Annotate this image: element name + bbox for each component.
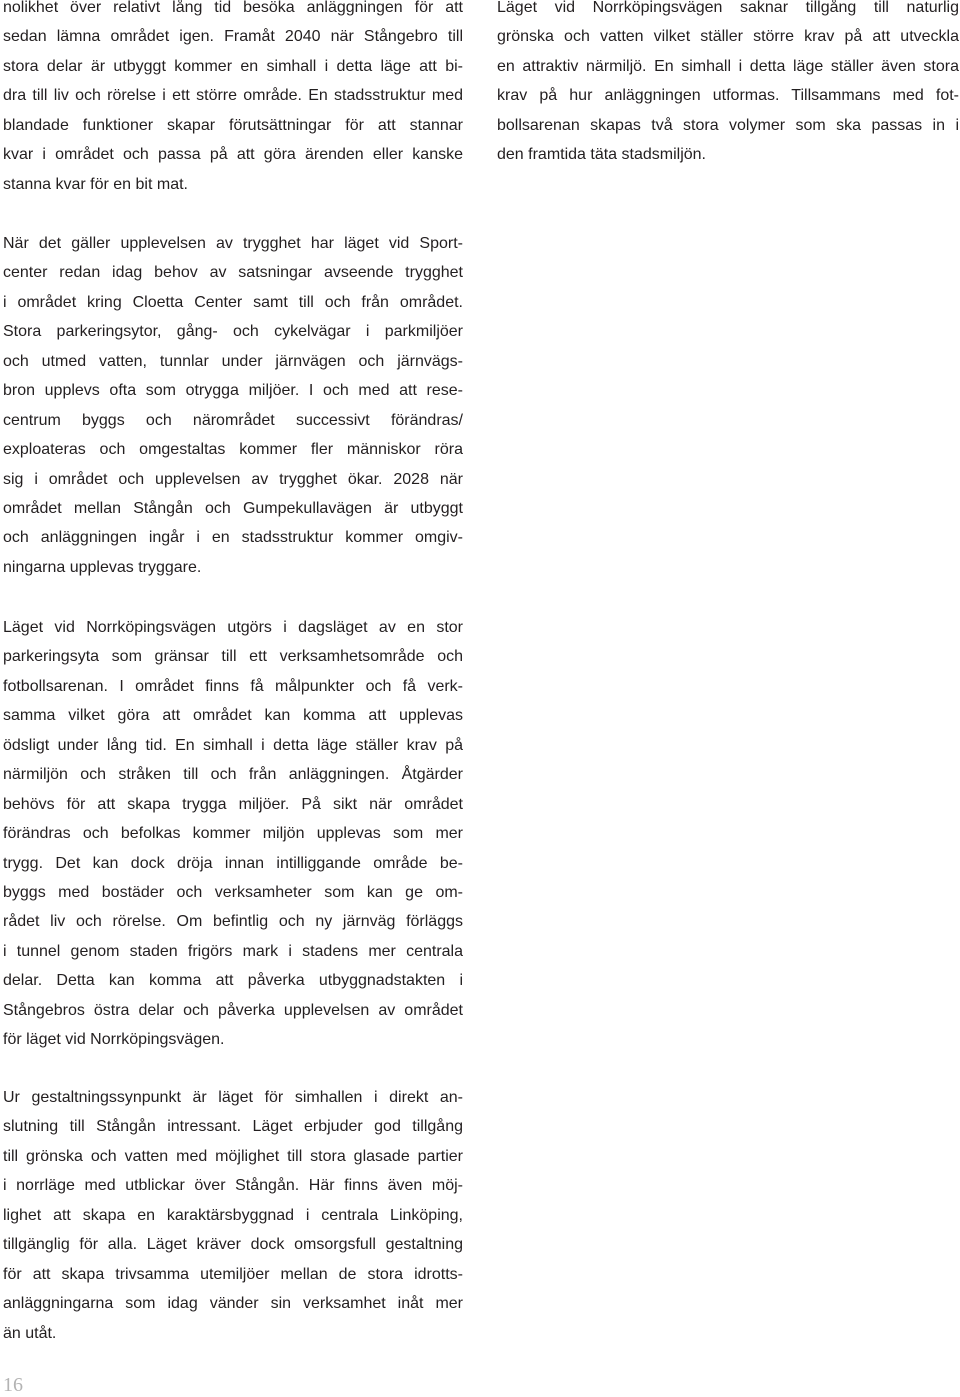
text-line: sig i området och upplevelsen av trygghet ökar. 2028 när (3, 470, 463, 488)
text-line: än utåt. (3, 1324, 57, 1342)
text-line: byggs med bostäder och verksamheter som kan ge om- (3, 883, 463, 901)
text-line: i norrläge med utblickar över Stångån. Här finns även möj- (3, 1177, 463, 1195)
text-line: stora delar är utbyggt kommer en simhall i detta läge att bi- (3, 57, 463, 75)
text-line: för läget vid Norrköpingsvägen. (3, 1031, 225, 1049)
text-line: stanna kvar för en bit mat. (3, 175, 188, 193)
text-line: dra till liv och rörelse i ett större område. En stadsstruktur med (3, 87, 463, 105)
text-line: för att skapa trivsamma utemiljöer mellan de stora idrotts- (3, 1265, 463, 1283)
text-line: exploateras och omgestaltas kommer fler människor röra (3, 441, 463, 459)
text-line: sedan lämna området igen. Framåt 2040 när Stångebro till (3, 28, 463, 46)
text-line: rådet liv och rörelse. Om befintlig och ny järnväg förläggs (3, 913, 463, 931)
text-line: behövs för att skapa trygga miljöer. På sikt när området (3, 795, 463, 813)
text-line: trygg. Det kan dock dröja innan intilliggande område be- (3, 854, 463, 872)
text-line: Läget vid Norrköpingsvägen utgörs i dagsläget av en stor (3, 619, 463, 636)
text-line: ningarna upplevas tryggare. (3, 558, 202, 576)
text-line: en attraktiv närmiljö. En simhall i detta läge ställer även stora (497, 57, 959, 75)
text-line: lighet att skapa en karaktärsbyggnad i centrala Linköping, (3, 1206, 463, 1224)
text-line: närmiljön och stråken till och från anläggningen. Åtgärder (3, 766, 463, 784)
text-line: När det gäller upplevelsen av trygghet har läget vid Sport- (3, 235, 463, 252)
text-line: området mellan Stångån och Gumpekullavägen är utbyggt (3, 499, 463, 517)
text-line: tillgänglig för alla. Läget kräver dock omsorgsfull gestaltning (3, 1236, 463, 1254)
text-line: i området kring Cloetta Center samt till och från området. (3, 293, 463, 311)
text-line: blandade funktioner skapar förutsättningar för att stannar (3, 116, 463, 134)
text-line: kvar i området och passa på att göra ärenden eller kanske (3, 146, 463, 164)
text-line: bron upplevs ofta som otrygga miljöer. I och med att rese- (3, 382, 463, 400)
text-line: och anläggningen ingår i en stadsstruktur kommer omgiv- (3, 529, 463, 547)
paragraph-3 (3, 613, 463, 1055)
text-line: i tunnel genom staden frigörs mark i stadens mer centrala (3, 942, 463, 960)
paragraph-2 (3, 229, 463, 582)
text-line: och utmed vatten, tunnlar under järnvägen och järnvägs- (3, 352, 463, 370)
text-line: ödsligt under lång tid. En simhall i detta läge ställer krav på (3, 736, 463, 754)
text-line: nolikhet över relativt lång tid besöka anläggningen för att (3, 0, 463, 16)
text-line: Ur gestaltningssynpunkt är läget för simhallen i direkt an- (3, 1089, 463, 1106)
text-line: samma vilket göra att området kan komma att upplevas (3, 707, 463, 725)
text-line: förändras och befolkas kommer miljön upplevas som mer (3, 825, 463, 843)
text-line: slutning till Stångån intressant. Läget erbjuder god tillgång (3, 1118, 463, 1136)
text-line: Läget vid Norrköpingsvägen saknar tillgång till naturlig (497, 0, 959, 16)
text-line: parkeringsyta som gränsar till ett verksamhetsområde och (3, 648, 463, 666)
text-line: krav på hur anläggningen utformas. Tillsammans med fot- (497, 87, 959, 105)
text-line: center redan idag behov av satsningar avseende trygghet (3, 264, 463, 282)
text-line: den framtida täta stadsmiljön. (497, 146, 706, 164)
text-line: centrum byggs och närområdet successivt förändras/ (3, 411, 463, 429)
text-line: grönska och vatten vilket ställer större krav på att utveckla (497, 28, 959, 46)
text-line: Stora parkeringsytor, gång- och cykelvägar i parkmiljöer (3, 323, 463, 341)
text-line: bollsarenan skapas två stora volymer som ska passas in i (497, 116, 959, 134)
paragraph-right-1 (497, 0, 959, 170)
text-line: fotbollsarenan. I området finns få målpunkter och få verk- (3, 677, 463, 695)
text-line: till grönska och vatten med möjlighet till stora glasade partier (3, 1147, 463, 1165)
paragraph-1 (3, 0, 463, 199)
text-line: Stångebros östra delar och påverka upplevelsen av området (3, 1001, 463, 1019)
text-line: anläggningarna som idag vänder sin verksamhet inåt mer (3, 1295, 463, 1313)
text-line: delar. Detta kan komma att påverka utbyggnadstakten i (3, 972, 463, 990)
page-number: 16 (3, 1374, 23, 1396)
paragraph-4 (3, 1083, 463, 1348)
